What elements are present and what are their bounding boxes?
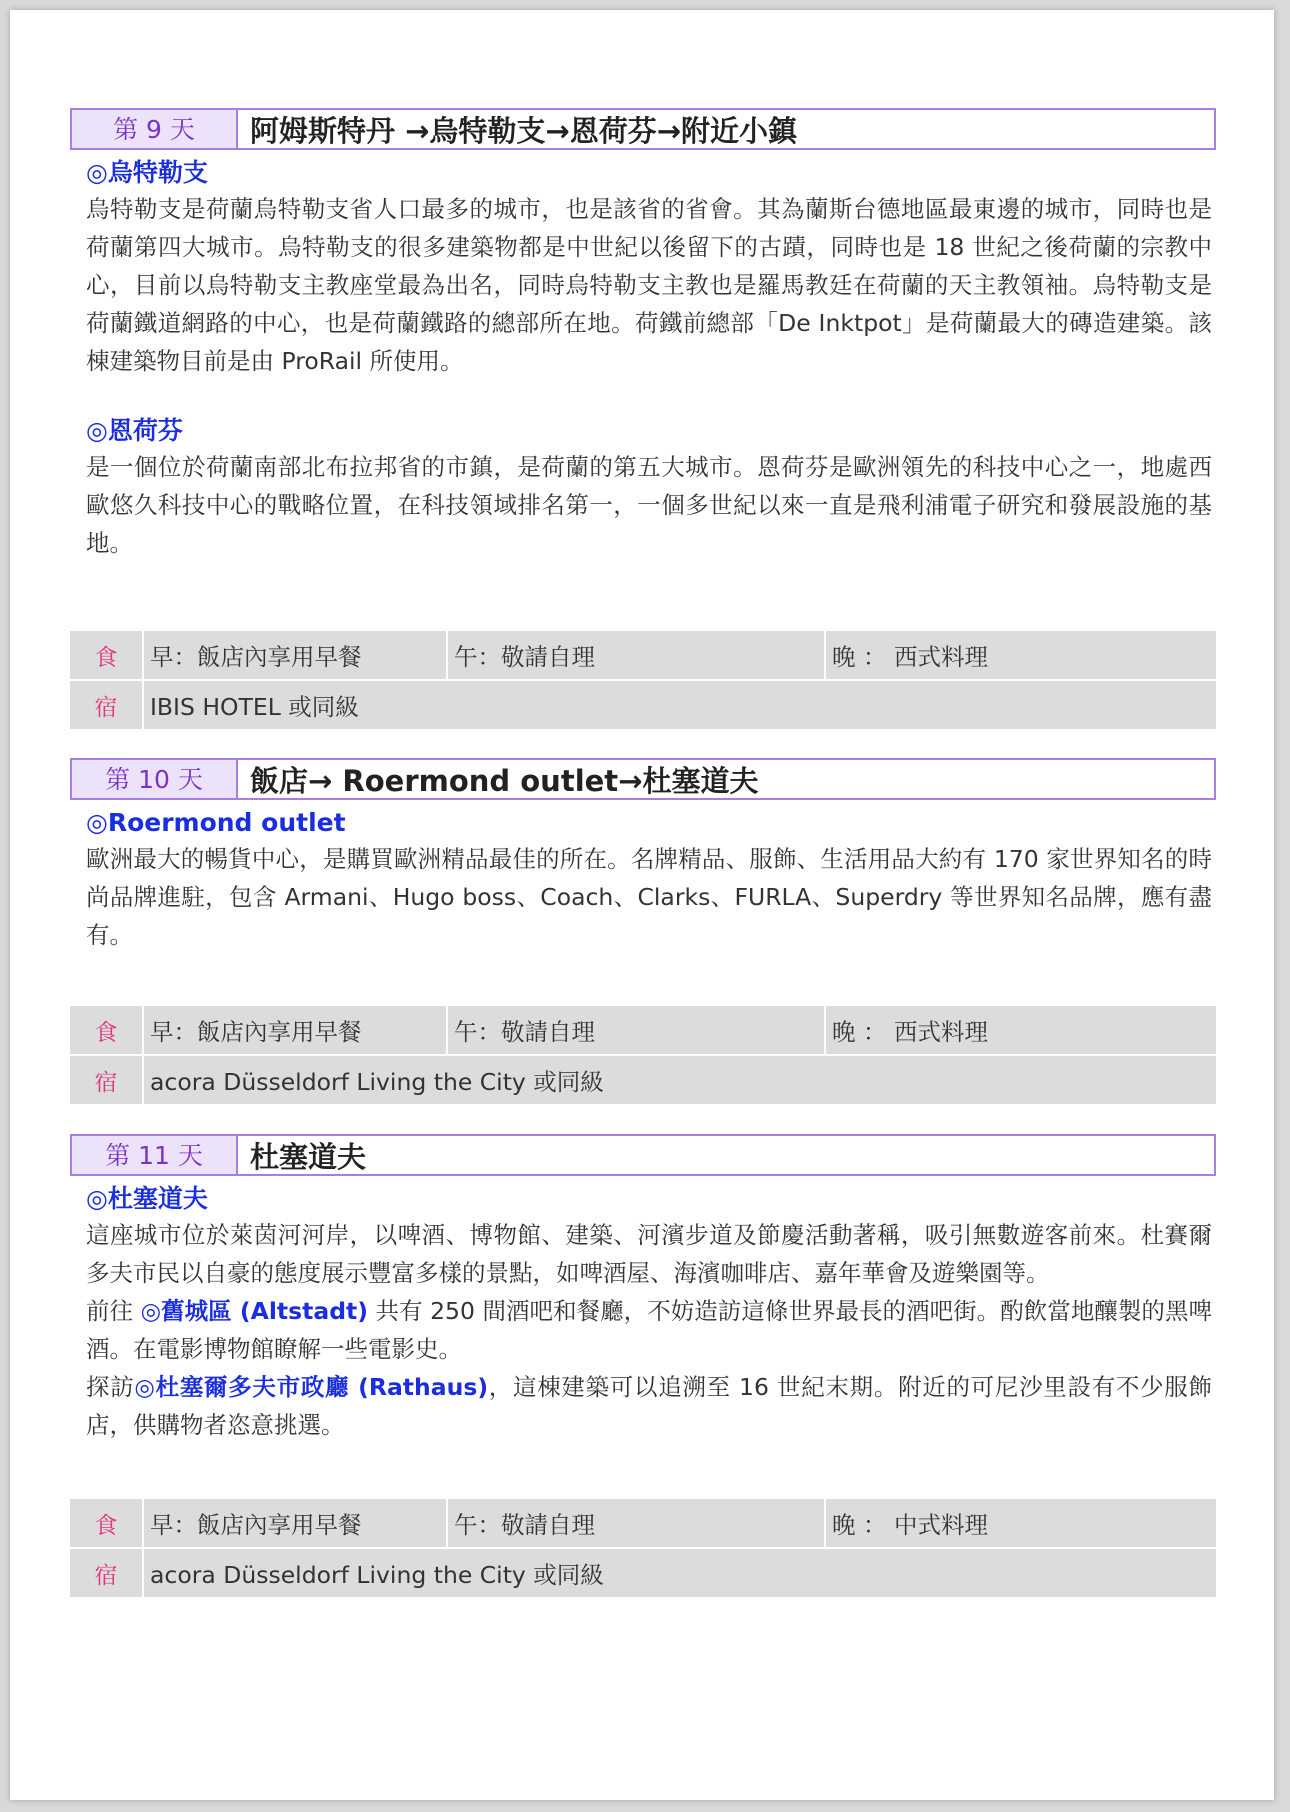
document-page (10, 10, 1274, 1800)
day-route: 杜塞道夫 (250, 1139, 367, 1174)
text: 共有 250 間酒吧和餐廳，不妨造訪這條世界最長的酒吧街。酌飲當地釀製的黑啤酒。在電影博物館瞭解一些電影史。 (86, 1297, 1212, 1363)
day-label: 第 10 天 (72, 760, 238, 798)
meal-row (70, 1499, 1216, 1549)
hotel-tag: 宿 (70, 1056, 144, 1104)
meal-row (70, 631, 1216, 681)
dinner-cell: 晚 ： 中式料理 (832, 1511, 988, 1539)
meals-table (70, 631, 1216, 731)
day-label: 第 9 天 (72, 110, 238, 148)
hotel-cell: acora Düsseldorf Living the City 或同級 (150, 1561, 604, 1589)
hotel-cell: acora Düsseldorf Living the City 或同級 (150, 1068, 604, 1096)
dinner-cell: 晚 ： 西式料理 (832, 643, 988, 671)
altstadt-link: ◎舊城區 (Altstadt) (140, 1297, 369, 1325)
rathaus-link: ◎杜塞爾多夫市政廳 (Rathaus) (134, 1373, 489, 1401)
day-route: 飯店→ Roermond outlet→杜塞道夫 (250, 763, 759, 798)
lunch-cell: 午：敬請自理 (448, 1499, 826, 1547)
meals-table (70, 1006, 1216, 1106)
section-text-utrecht (70, 190, 1216, 380)
section-title-utrecht: ◎烏特勒支 (86, 158, 208, 187)
day-10-block (70, 758, 1216, 1096)
paragraph: 烏特勒支是荷蘭烏特勒支省人口最多的城市，也是該省的省會。其為蘭斯台德地區最東邊的城市，同時也是荷蘭第四大城市。烏特勒支的很多建築物都是中世紀以後留下的古蹟，同時也是 18 世紀之後荷蘭的宗教中心，目前以烏特勒支主教座堂最為出名，同時烏特勒支主教也是羅馬教廷在荷蘭的天主教領袖。烏特勒支是荷蘭鐵道網路的中心，也是荷蘭鐵路的總部所在地。荷鐵前總部「De Inktpot」是荷蘭最大的磚造建築。該棟建築物目前是由 ProRail 所使用。 (86, 195, 1212, 375)
section-title-eindhoven: ◎恩荷芬 (86, 416, 183, 445)
day-header (70, 108, 1216, 150)
paragraph (86, 1292, 1212, 1368)
breakfast-cell: 早：飯店內享用早餐 (144, 631, 448, 679)
breakfast-cell: 早：飯店內享用早餐 (144, 1006, 448, 1054)
hotel-tag: 宿 (70, 681, 144, 729)
section-text-roermond (70, 840, 1216, 954)
breakfast-cell: 早：飯店內享用早餐 (144, 1499, 448, 1547)
day-header (70, 1134, 1216, 1176)
section-text-eindhoven (70, 448, 1216, 562)
day-route: 阿姆斯特丹 →烏特勒支→恩荷芬→附近小鎮 (250, 113, 797, 148)
hotel-row (70, 1056, 1216, 1106)
dinner-cell: 晚 ： 西式料理 (832, 1018, 988, 1046)
hotel-row (70, 681, 1216, 731)
meal-row (70, 1006, 1216, 1056)
meals-table (70, 1499, 1216, 1599)
day-header (70, 758, 1216, 800)
section-title-dusseldorf: ◎杜塞道夫 (86, 1184, 208, 1213)
text: 探訪 (86, 1373, 135, 1401)
day-11-block (70, 1134, 1216, 1589)
section-text-dusseldorf (70, 1216, 1216, 1444)
day-label: 第 11 天 (72, 1136, 238, 1174)
hotel-cell: IBIS HOTEL 或同級 (150, 693, 359, 721)
hotel-tag: 宿 (70, 1549, 144, 1597)
paragraph (86, 1368, 1212, 1444)
lunch-cell: 午：敬請自理 (448, 631, 826, 679)
text: ，這棟建築可以追溯至 16 世紀末期。附近的可尼沙里設有不少服飾店，供購物者恣意挑選。 (86, 1373, 1212, 1439)
meal-tag: 食 (70, 631, 144, 679)
section-title-roermond: ◎Roermond outlet (86, 808, 346, 837)
paragraph: 這座城市位於萊茵河河岸，以啤酒、博物館、建築、河濱步道及節慶活動著稱，吸引無數遊客前來。杜賽爾多夫市民以自豪的態度展示豐富多樣的景點，如啤酒屋、海濱咖啡店、嘉年華會及遊樂園等。 (86, 1221, 1212, 1287)
meal-tag: 食 (70, 1499, 144, 1547)
paragraph: 是一個位於荷蘭南部北布拉邦省的市鎮，是荷蘭的第五大城市。恩荷芬是歐洲領先的科技中心之一，地處西歐悠久科技中心的戰略位置，在科技領域排名第一，一個多世紀以來一直是飛利浦電子研究和發展設施的基地。 (86, 453, 1212, 557)
day-9-block (70, 108, 1216, 721)
text: 前往 (86, 1297, 141, 1325)
meal-tag: 食 (70, 1006, 144, 1054)
hotel-row (70, 1549, 1216, 1599)
lunch-cell: 午：敬請自理 (448, 1006, 826, 1054)
paragraph: 歐洲最大的暢貨中心，是購買歐洲精品最佳的所在。名牌精品、服飾、生活用品大約有 170 家世界知名的時尚品牌進駐，包含 Armani、Hugo boss、Coach、Clarks、FURLA、Superdry 等世界知名品牌，應有盡有。 (86, 845, 1212, 949)
